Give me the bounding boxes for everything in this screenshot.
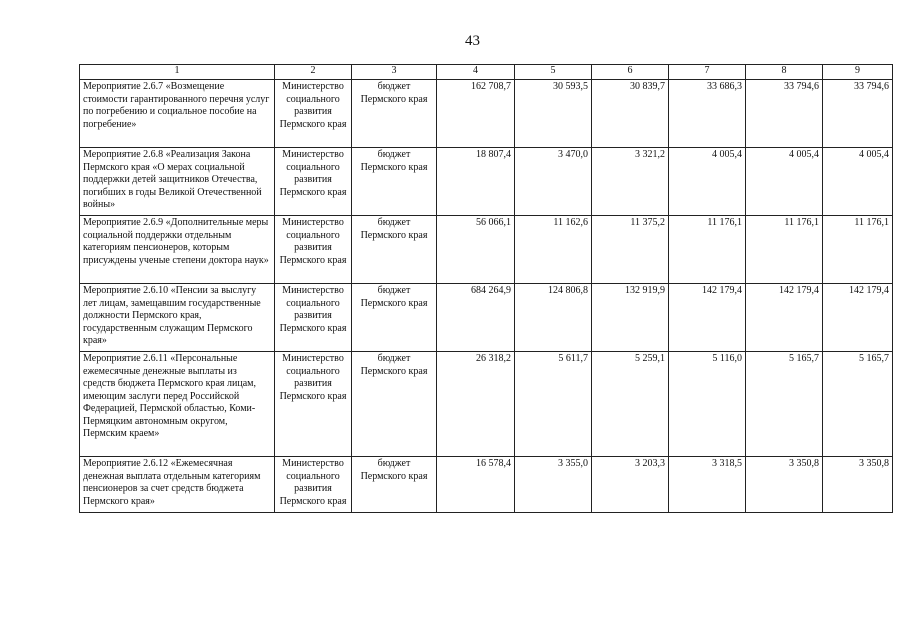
source-cell: бюджет Пермского края	[352, 80, 437, 148]
value-cell: 11 176,1	[823, 216, 893, 284]
value-cell: 33 686,3	[669, 80, 746, 148]
value-cell: 142 179,4	[823, 284, 893, 352]
source-cell: бюджет Пермского края	[352, 148, 437, 216]
value-cell: 33 794,6	[823, 80, 893, 148]
value-cell: 3 470,0	[515, 148, 592, 216]
value-cell: 3 350,8	[746, 457, 823, 513]
value-cell: 5 259,1	[592, 352, 669, 457]
value-cell: 11 176,1	[746, 216, 823, 284]
column-header: 2	[275, 65, 352, 80]
measure-cell: Мероприятие 2.6.10 «Пенсии за выслугу лет лицам, замещавшим государственные должности Пермского края, государственным служащим Пермского края»	[80, 284, 275, 352]
source-cell: бюджет Пермского края	[352, 352, 437, 457]
value-cell: 684 264,9	[437, 284, 515, 352]
value-cell: 11 162,6	[515, 216, 592, 284]
value-cell: 30 593,5	[515, 80, 592, 148]
measure-cell: Мероприятие 2.6.9 «Дополнительные меры социальной поддержки отдельным категориям пенсионеров, которым присуждены ученые степени доктора наук»	[80, 216, 275, 284]
value-cell: 18 807,4	[437, 148, 515, 216]
table-row	[80, 284, 893, 352]
executor-cell: Министерство социального развития Пермского края	[275, 284, 352, 352]
measure-cell: Мероприятие 2.6.8 «Реализация Закона Пермского края «О мерах социальной поддержки детей защитников Отечества, погибших в годы Великой Отечественной войны»	[80, 148, 275, 216]
value-cell: 3 318,5	[669, 457, 746, 513]
value-cell: 142 179,4	[746, 284, 823, 352]
value-cell: 16 578,4	[437, 457, 515, 513]
value-cell: 124 806,8	[515, 284, 592, 352]
table-row	[80, 148, 893, 216]
value-cell: 3 355,0	[515, 457, 592, 513]
measure-cell: Мероприятие 2.6.7 «Возмещение стоимости гарантированного перечня услуг по погребению и социальное пособие на погребение»	[80, 80, 275, 148]
table-row	[80, 216, 893, 284]
measure-cell: Мероприятие 2.6.12 «Ежемесячная денежная выплата отдельным категориям пенсионеров за счет средств бюджета Пермского края»	[80, 457, 275, 513]
column-header: 8	[746, 65, 823, 80]
value-cell: 33 794,6	[746, 80, 823, 148]
column-header: 7	[669, 65, 746, 80]
budget-table	[79, 64, 893, 513]
column-header: 1	[80, 65, 275, 80]
source-cell: бюджет Пермского края	[352, 216, 437, 284]
measure-cell: Мероприятие 2.6.11 «Персональные ежемесячные денежные выплаты из средств бюджета Пермского края лицам, имеющим заслуги перед Российской Федерацией, Пермской областью, Коми-Пермяцким автономным округом, Пермским краем»	[80, 352, 275, 457]
source-cell: бюджет Пермского края	[352, 457, 437, 513]
value-cell: 26 318,2	[437, 352, 515, 457]
executor-cell: Министерство социального развития Пермского края	[275, 352, 352, 457]
table-row	[80, 80, 893, 148]
column-header: 4	[437, 65, 515, 80]
column-header: 5	[515, 65, 592, 80]
value-cell: 5 165,7	[823, 352, 893, 457]
value-cell: 3 203,3	[592, 457, 669, 513]
value-cell: 3 321,2	[592, 148, 669, 216]
value-cell: 5 165,7	[746, 352, 823, 457]
table-row	[80, 352, 893, 457]
value-cell: 11 176,1	[669, 216, 746, 284]
value-cell: 3 350,8	[823, 457, 893, 513]
page-number: 43	[465, 33, 480, 49]
value-cell: 142 179,4	[669, 284, 746, 352]
value-cell: 4 005,4	[746, 148, 823, 216]
value-cell: 4 005,4	[669, 148, 746, 216]
executor-cell: Министерство социального развития Пермского края	[275, 148, 352, 216]
value-cell: 5 611,7	[515, 352, 592, 457]
value-cell: 30 839,7	[592, 80, 669, 148]
value-cell: 5 116,0	[669, 352, 746, 457]
column-header: 3	[352, 65, 437, 80]
executor-cell: Министерство социального развития Пермского края	[275, 216, 352, 284]
value-cell: 162 708,7	[437, 80, 515, 148]
value-cell: 56 066,1	[437, 216, 515, 284]
value-cell: 11 375,2	[592, 216, 669, 284]
value-cell: 132 919,9	[592, 284, 669, 352]
executor-cell: Министерство социального развития Пермского края	[275, 80, 352, 148]
table-row	[80, 457, 893, 513]
header-row	[80, 65, 893, 80]
source-cell: бюджет Пермского края	[352, 284, 437, 352]
executor-cell: Министерство социального развития Пермского края	[275, 457, 352, 513]
column-header: 9	[823, 65, 893, 80]
column-header: 6	[592, 65, 669, 80]
value-cell: 4 005,4	[823, 148, 893, 216]
